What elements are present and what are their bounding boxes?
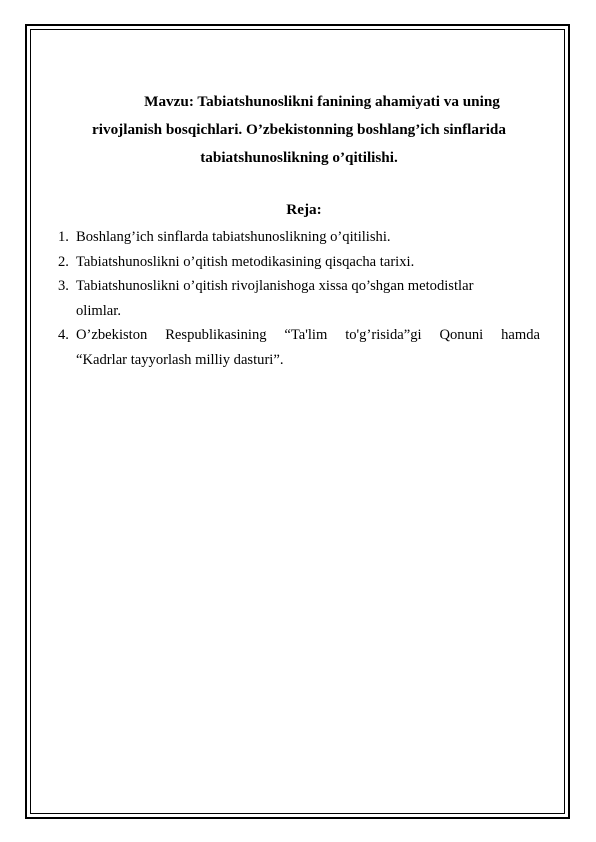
plan-item: [58, 274, 540, 323]
title-line-1: Mavzu: Tabiatshunoslikni fanining ahamiyati va uning: [144, 93, 500, 110]
plan-item-text: Tabiatshunoslikni o’qitish rivojlanishoga xissa qo’shgan metodistlar olimlar.: [76, 278, 474, 319]
plan-heading: Reja:: [286, 201, 322, 218]
plan-item-number: 3.: [58, 278, 69, 294]
title-line-2: rivojlanish bosqichlari. O’zbekistonning boshlang’ich sinflarida: [92, 121, 506, 138]
plan-item-text-line-2: “Kadrlar tayyorlash milliy dasturi”.: [76, 351, 284, 368]
plan-list: [58, 225, 540, 372]
plan-item-text-line-1: O’zbekiston Respublikasining “Ta'lim to'g’risida”gi Qonuni hamda: [76, 327, 540, 343]
plan-item-number: 2.: [58, 253, 69, 270]
plan-item-number: 1.: [58, 229, 69, 245]
document-title: [55, 88, 543, 172]
plan-item-number: 4.: [58, 327, 69, 343]
title-line-3: tabiatshunoslikning o’qitilishi.: [200, 149, 398, 166]
plan-item-text: Tabiatshunoslikni o’qitish metodikasining qisqacha tarixi.: [76, 253, 415, 270]
plan-item: [58, 225, 540, 250]
plan-item: [58, 250, 540, 275]
plan-item: [58, 323, 540, 372]
plan-item-text: Boshlang’ich sinflarda tabiatshunoslikning o’qitilishi.: [76, 229, 391, 245]
